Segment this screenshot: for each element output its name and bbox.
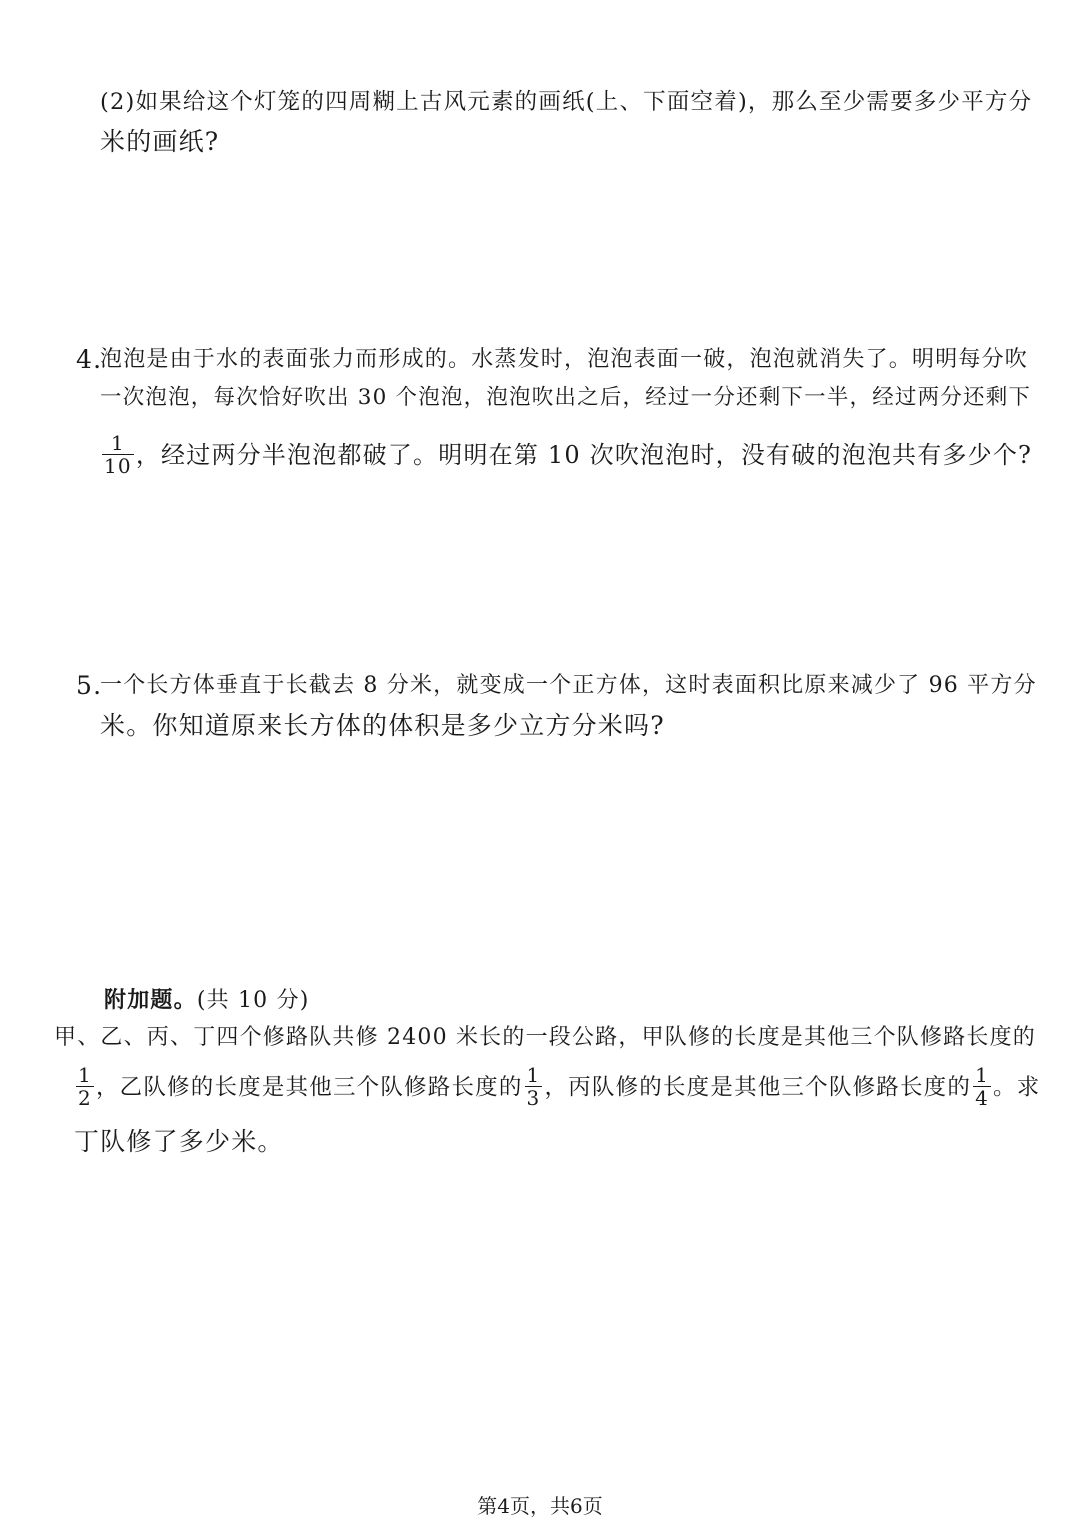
bonus-seg1: ，乙队修的长度是其他三个队修路长度的 — [95, 1074, 523, 1101]
q5-number: 5. — [76, 671, 103, 700]
q4-number: 4. — [76, 345, 103, 374]
bonus-line1: 甲、乙、丙、丁四个修路队共修 2400 米长的一段公路，甲队修的长度是其他三个队修路长度的 — [54, 1025, 1036, 1050]
page-footer: 第4页，共6页 — [477, 1494, 603, 1518]
bonus-score: (共 10 分) — [196, 988, 310, 1013]
bonus-line2-row — [74, 1063, 1041, 1111]
q4-line1: 泡泡是由于水的表面张力而形成的。水蒸发时，泡泡表面一破，泡泡就消失了。明明每分吹 — [100, 347, 1029, 372]
q4-fraction: $\frac{1}{10}$ — [104, 431, 132, 478]
q5-line2: 米。你知道原来长方体的体积是多少立方分米吗? — [100, 711, 665, 740]
bonus-fraction-2: $\frac{1}{3}$ — [526, 1063, 541, 1110]
q5-line1: 一个长方体垂直于长截去 8 分米，就变成一个正方体，这时表面积比原来减少了 96 平方分 — [100, 673, 1037, 698]
bonus-line3: 丁队修了多少米。 — [74, 1127, 284, 1156]
bonus-fraction-1: $\frac{1}{2}$ — [78, 1063, 92, 1110]
q4-line3: ，经过两分半泡泡都破了。明明在第 10 次吹泡泡时，没有破的泡泡共有多少个? — [135, 441, 1033, 469]
q4-line2: 一次泡泡，每次恰好吹出 30 个泡泡，泡泡吹出之后，经过一分还剩下一半，经过两分还剩下 — [100, 385, 1032, 410]
bonus-fraction-3: $\frac{1}{4}$ — [975, 1063, 990, 1110]
bonus-title: 附加题。 — [104, 987, 197, 1013]
bonus-heading — [104, 980, 310, 1021]
q3-part2-line2: 米的画纸? — [100, 127, 220, 156]
bonus-seg2: ，丙队修的长度是其他三个队修路长度的 — [544, 1074, 972, 1101]
q3-part2-line1: (2)如果给这个灯笼的四周糊上古风元素的画纸(上、下面空着)，那么至少需要多少平方分 — [100, 89, 1033, 115]
bonus-seg3: 。求 — [993, 1074, 1041, 1101]
q4-line3-row — [100, 431, 1033, 479]
